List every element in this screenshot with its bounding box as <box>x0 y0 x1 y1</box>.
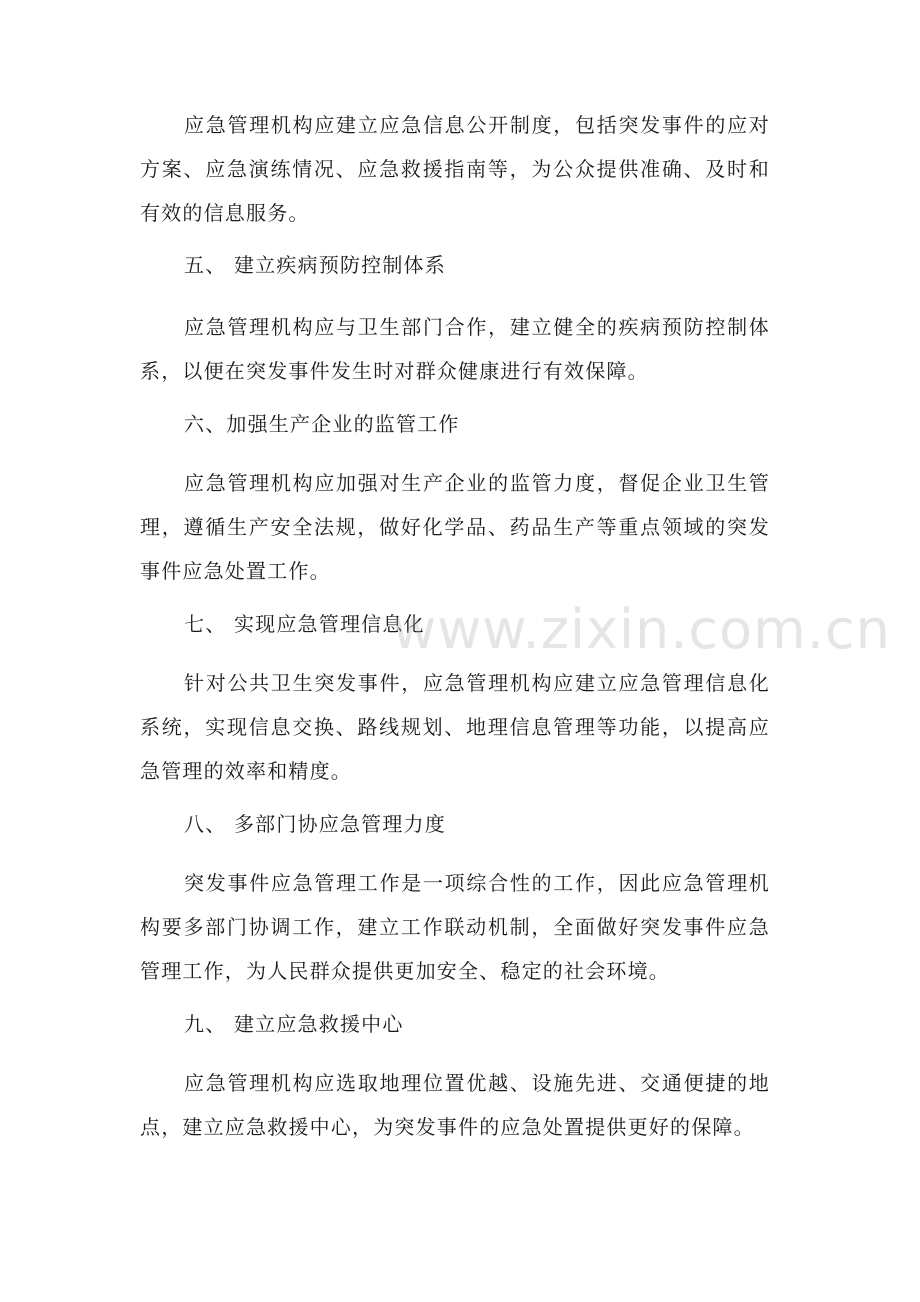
heading-section-7: 七、 实现应急管理信息化 <box>184 612 425 636</box>
heading-section-5: 五、 建立疾病预防控制体系 <box>184 253 446 277</box>
watermark: www.zixin.com.cn <box>392 598 891 661</box>
paragraph-multi-department: 突发事件应急管理工作是一项综合性的工作，因此应急管理机构要多部门协调工作，建立工作联动机制，全面做好突发事件应急管理工作，为人民群众提供更加安全、稳定的社会环境。 <box>140 871 770 983</box>
paragraph-informatization: 针对公共卫生突发事件，应急管理机构应建立应急管理信息化系统，实现信息交换、路线规划、地理信息管理等功能，以提高应急管理的效率和精度。 <box>140 671 770 783</box>
paragraph-info-disclosure: 应急管理机构应建立应急信息公开制度，包括突发事件的应对方案、应急演练情况、应急救援指南等，为公众提供准确、及时和有效的信息服务。 <box>140 113 770 225</box>
paragraph-rescue-center: 应急管理机构应选取地理位置优越、设施先进、交通便捷的地点，建立应急救援中心，为突发事件的应急处置提供更好的保障。 <box>140 1071 770 1139</box>
heading-section-6: 六、加强生产企业的监管工作 <box>184 412 460 436</box>
heading-section-9: 九、 建立应急救援中心 <box>184 1012 404 1036</box>
heading-section-8: 八、 多部门协应急管理力度 <box>184 812 446 836</box>
paragraph-enterprise-supervision: 应急管理机构应加强对生产企业的监管力度，督促企业卫生管理，遵循生产安全法规，做好化学品、药品生产等重点领域的突发事件应急处置工作。 <box>140 471 770 583</box>
paragraph-disease-control: 应急管理机构应与卫生部门合作，建立健全的疾病预防控制体系，以便在突发事件发生时对群众健康进行有效保障。 <box>140 315 770 383</box>
